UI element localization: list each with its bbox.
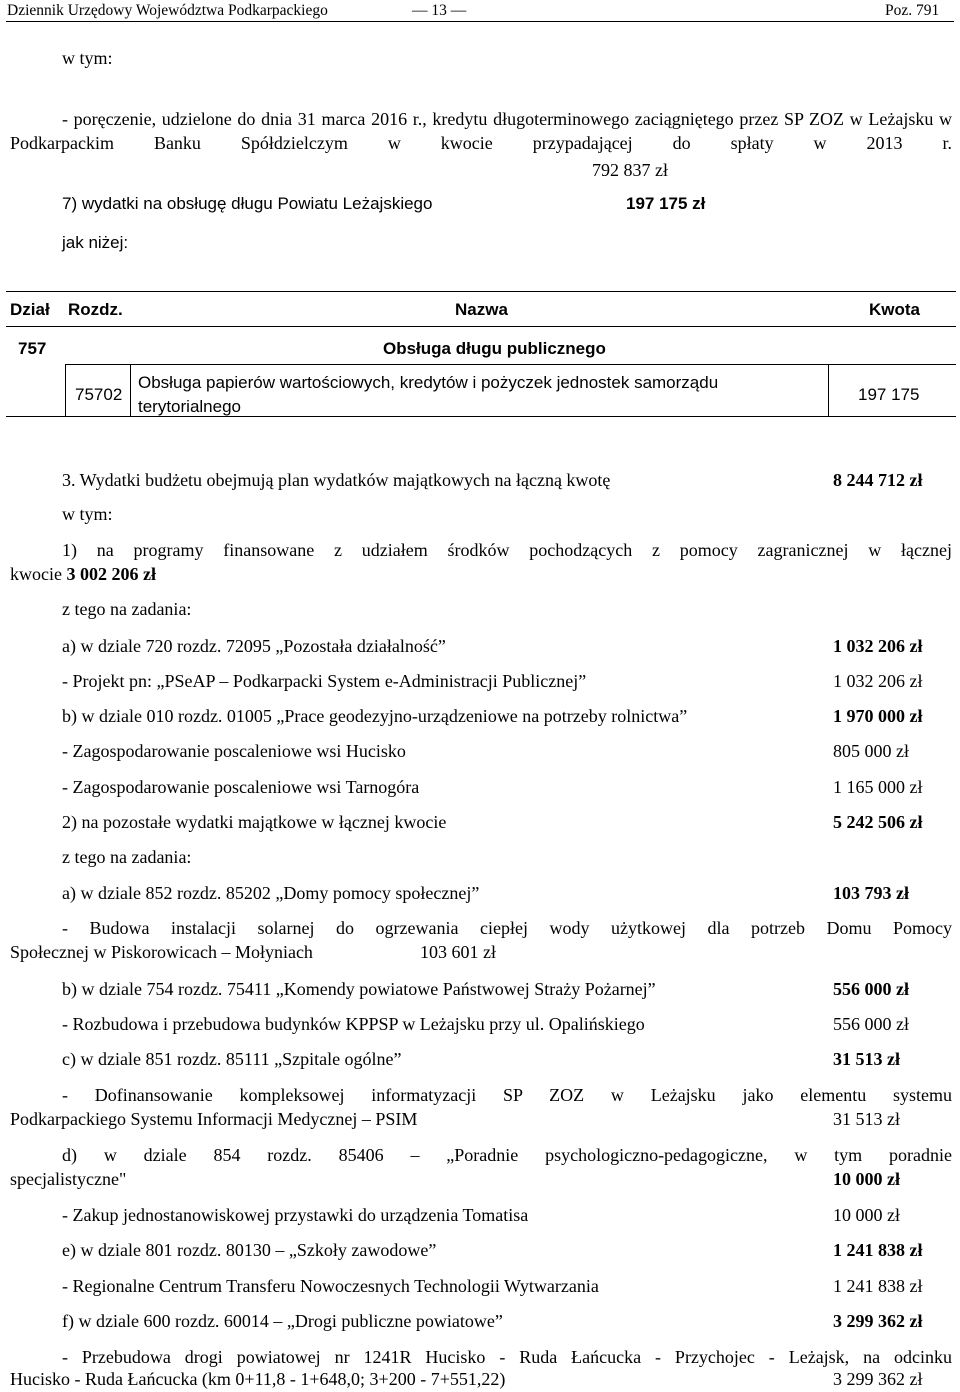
- z-tego-label-1: z tego na zadania:: [62, 599, 192, 619]
- a2-item-line2: Społecznej w Piskorowicach – Mołyniach: [10, 942, 313, 962]
- a1-item: - Projekt pn: „PSeAP – Podkarpacki System e-Administracji Publicznej”: [62, 671, 587, 691]
- table-header-rozdz: Rozdz.: [68, 300, 123, 319]
- section3-intro: 3. Wydatki budżetu obejmują plan wydatków majątkowych na łączną kwotę: [62, 470, 611, 490]
- b1-item1-amount: 805 000 zł: [833, 741, 909, 761]
- c2-item-line1: - Dofinansowanie kompleksowej informatyzacji SP ZOZ w Leżajsku jako elementu systemu: [62, 1085, 952, 1105]
- e2-item-amount: 1 241 838 zł: [833, 1276, 923, 1296]
- table-col-divider-2: [130, 364, 131, 416]
- c2-amount: 31 513 zł: [833, 1049, 900, 1069]
- p1-line2-text: kwocie: [10, 564, 67, 584]
- p1-amount: 3 002 206 zł: [66, 564, 156, 584]
- table-rozdz-name-line1: Obsługa papierów wartościowych, kredytów i pożyczek jednostek samorządu: [138, 373, 719, 392]
- a2-amount: 103 793 zł: [833, 883, 909, 903]
- c2-item-amount: 31 513 zł: [833, 1109, 900, 1129]
- b2-label: b) w dziale 754 rozdz. 75411 „Komendy powiatowe Państwowej Straży Pożarnej”: [62, 979, 656, 999]
- f2-item-amount: 3 299 362 zł: [833, 1369, 923, 1389]
- b1-amount: 1 970 000 zł: [833, 706, 923, 726]
- d2-label-line2: specjalistyczne": [10, 1169, 127, 1189]
- b2-amount: 556 000 zł: [833, 979, 909, 999]
- debt-service-amount: 197 175 zł: [626, 194, 706, 213]
- table-rozdz-code: 75702: [75, 385, 123, 404]
- c2-item-line2: Podkarpackiego Systemu Informacji Medycznej – PSIM: [10, 1109, 418, 1129]
- page-number: — 13 —: [412, 2, 467, 19]
- d2-item: - Zakup jednostanowiskowej przystawki do urządzenia Tomatisa: [62, 1205, 529, 1225]
- e2-label: e) w dziale 801 rozdz. 80130 – „Szkoły zawodowe”: [62, 1240, 437, 1260]
- table-bottom-rule: [6, 416, 956, 417]
- e2-item: - Regionalne Centrum Transferu Nowoczesnych Technologii Wytwarzania: [62, 1276, 599, 1296]
- d2-label-line1: d) w dziale 854 rozdz. 85406 – „Poradnie psychologiczno-pedagogiczne, w tym poradnie: [62, 1145, 952, 1165]
- table-header-nazwa: Nazwa: [455, 300, 508, 319]
- guarantee-amount: 792 837 zł: [592, 160, 668, 180]
- b1-item2: - Zagospodarowanie poscaleniowe wsi Tarnogóra: [62, 777, 420, 797]
- b2-item-amount: 556 000 zł: [833, 1014, 909, 1034]
- b1-item2-amount: 1 165 000 zł: [833, 777, 923, 797]
- b2-item: - Rozbudowa i przebudowa budynków KPPSP w Leżajsku przy ul. Opalińskiego: [62, 1014, 645, 1034]
- a2-item-amount: 103 601 zł: [420, 942, 496, 962]
- a1-amount: 1 032 206 zł: [833, 636, 923, 656]
- a1-item-amount: 1 032 206 zł: [833, 671, 923, 691]
- c2-label: c) w dziale 851 rozdz. 85111 „Szpitale ogólne”: [62, 1049, 402, 1069]
- p1-line1: 1) na programy finansowane z udziałem środków pochodzących z pomocy zagranicznej w łącznej: [62, 540, 952, 560]
- f2-item-line2: Hucisko - Ruda Łańcucka (km 0+11,8 - 1+648,0; 3+200 - 7+551,22): [10, 1369, 506, 1389]
- p2-label: 2) na pozostałe wydatki majątkowe w łącznej kwocie: [62, 812, 447, 832]
- guarantee-paragraph: - poręczenie, udzielone do dnia 31 marca 2016 r., kredytu długoterminowego zaciągniętego przez SP ZOZ w Leżajsku w Podkarpackim Banku Spółdzielczym w kwocie przypadającej do spłaty w 2013 r.: [10, 109, 952, 153]
- z-tego-label-2: z tego na zadania:: [62, 847, 192, 867]
- table-header-dzial: Dział: [10, 300, 50, 319]
- p2-amount: 5 242 506 zł: [833, 812, 923, 832]
- table-col-divider-3: [828, 364, 829, 416]
- table-dzial-code: 757: [18, 339, 47, 358]
- as-below-label: jak niżej:: [62, 233, 129, 252]
- section3-intro-amount: 8 244 712 zł: [833, 470, 923, 490]
- b1-item1: - Zagospodarowanie poscaleniowe wsi Hucisko: [62, 741, 406, 761]
- section3-w-tym: w tym:: [62, 504, 113, 524]
- table-header-kwota: Kwota: [869, 300, 920, 319]
- table-col-divider-1: [65, 364, 66, 416]
- a2-label: a) w dziale 852 rozdz. 85202 „Domy pomocy społecznej”: [62, 883, 480, 903]
- a2-item-line1: - Budowa instalacji solarnej do ogrzewania ciepłej wody użytkowej dla potrzeb Domu Pomocy: [62, 918, 952, 938]
- d2-amount: 10 000 zł: [833, 1169, 900, 1189]
- table-dzial-name: Obsługa długu publicznego: [383, 339, 606, 358]
- table-top-rule: [6, 291, 956, 292]
- table-rozdz-name-line2: terytorialnego: [138, 397, 242, 416]
- b1-label: b) w dziale 010 rozdz. 01005 „Prace geodezyjno-urządzeniowe na potrzeby rolnictwa”: [62, 706, 688, 726]
- table-row-rule: [65, 364, 956, 365]
- f2-label: f) w dziale 600 rozdz. 60014 – „Drogi publiczne powiatowe”: [62, 1311, 503, 1331]
- table-rozdz-amount: 197 175: [858, 385, 920, 404]
- position-number: Poz. 791: [885, 2, 940, 19]
- journal-title: Dziennik Urzędowy Województwa Podkarpackiego: [7, 2, 328, 19]
- table-header-rule: [6, 326, 956, 327]
- e2-amount: 1 241 838 zł: [833, 1240, 923, 1260]
- a1-label: a) w dziale 720 rozdz. 72095 „Pozostała działalność”: [62, 636, 446, 656]
- f2-item-line1: - Przebudowa drogi powiatowej nr 1241R Hucisko - Ruda Łańcucka - Przychojec - Leżajsk, na odcinku: [62, 1347, 952, 1367]
- d2-item-amount: 10 000 zł: [833, 1205, 900, 1225]
- f2-amount: 3 299 362 zł: [833, 1311, 923, 1331]
- header-rule: [6, 21, 954, 22]
- w-tym-label: w tym:: [62, 48, 113, 68]
- debt-service-label: 7) wydatki na obsługę długu Powiatu Leżajskiego: [62, 194, 433, 213]
- p1-line2: [10, 563, 156, 585]
